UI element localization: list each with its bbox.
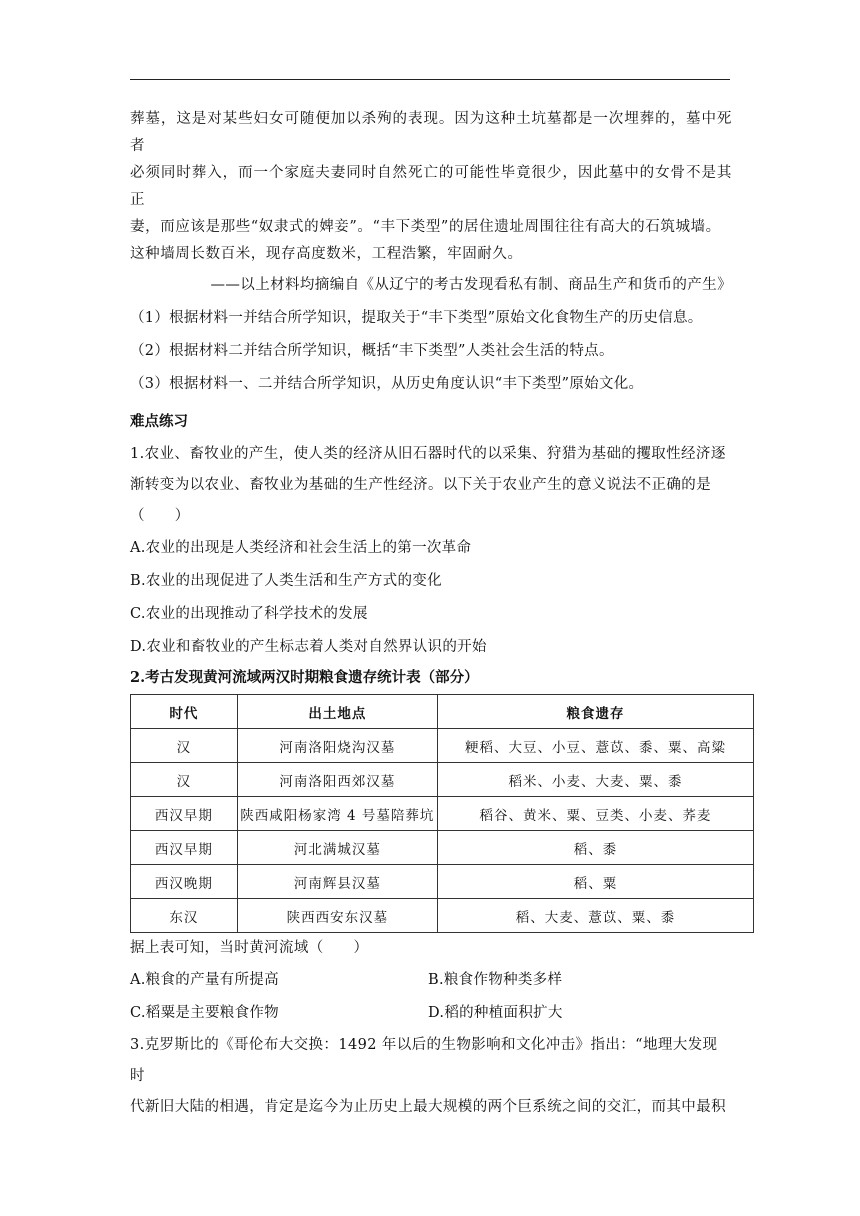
table-cell: 稻、大麦、薏苡、粟、黍 bbox=[438, 899, 754, 933]
q2-options bbox=[130, 964, 732, 1030]
grain-table bbox=[130, 694, 754, 933]
q3-stem-line: 3.克罗斯比的《哥伦布大交换：1492 年以后的生物影响和文化冲击》指出：“地理大发现时 bbox=[130, 1037, 718, 1084]
table-cell: 西汉早期 bbox=[131, 831, 238, 865]
sub-question-2: （2）根据材料二并结合所学知识，概括“丰下类型”人类社会生活的特点。 bbox=[130, 343, 614, 359]
passage-line: 这种墙周长数百米，现存高度数米，工程浩繁，牢固耐久。 bbox=[130, 246, 523, 262]
q2-stem: 据上表可知，当时黄河流域（ ） bbox=[130, 940, 369, 956]
table-cell: 西汉晚期 bbox=[131, 865, 238, 899]
table-cell: 陕西咸阳杨家湾 4 号墓陪葬坑 bbox=[237, 797, 437, 831]
table-cell: 西汉早期 bbox=[131, 797, 238, 831]
question-3 bbox=[130, 1030, 732, 1123]
table-cell: 稻米、小麦、大麦、粟、黍 bbox=[438, 763, 754, 797]
table-row bbox=[131, 797, 754, 831]
table-row bbox=[131, 899, 754, 933]
table-cell: 河南洛阳烧沟汉墓 bbox=[237, 729, 437, 763]
passage-line: 妻，而应该是那些“奴隶式的婢妾”。“丰下类型”的居住遗址周围往往有高大的石筑城墙。 bbox=[130, 219, 721, 235]
q2-option-b: B.粮食作物种类多样 bbox=[428, 972, 563, 988]
table-cell: 粳稻、大豆、小豆、薏苡、黍、粟、高粱 bbox=[438, 729, 754, 763]
table-cell: 汉 bbox=[131, 729, 238, 763]
passage-source: ——以上材料均摘编自《从辽宁的考古发现看私有制、商品生产和货币的产生》 bbox=[210, 277, 732, 293]
table-header: 粮食遗存 bbox=[438, 695, 754, 729]
q2-option-a: A.粮食的产量有所提高 bbox=[130, 972, 279, 988]
q1-stem-line: 渐转变为以农业、畜牧业为基础的生产性经济。以下关于农业产生的意义说法不正确的是 bbox=[130, 477, 712, 493]
table-cell: 稻、黍 bbox=[438, 831, 754, 865]
table-row bbox=[131, 729, 754, 763]
q2-title: 2.考古发现黄河流域两汉时期粮食遗存统计表（部分） bbox=[130, 669, 479, 686]
table-row bbox=[131, 865, 754, 899]
sub-questions bbox=[130, 305, 732, 398]
table-cell: 陕西西安东汉墓 bbox=[237, 899, 437, 933]
table-header-row bbox=[131, 695, 754, 729]
table-cell: 汉 bbox=[131, 763, 238, 797]
table-header: 时代 bbox=[131, 695, 238, 729]
table-cell: 稻、粟 bbox=[438, 865, 754, 899]
q1-option-d: D.农业和畜牧业的产生标志着人类对自然界认识的开始 bbox=[130, 639, 487, 655]
q1-option-a: A.农业的出现是人类经济和社会生活上的第一次革命 bbox=[130, 540, 472, 556]
q1-option-b: B.农业的出现促进了人类生活和生产方式的变化 bbox=[130, 573, 442, 589]
passage-line: 葬墓，这是对某些妇女可随便加以杀殉的表现。因为这种土坑墓都是一次埋葬的，墓中死者 bbox=[130, 111, 732, 154]
question-1 bbox=[130, 439, 732, 664]
table-header: 出土地点 bbox=[237, 695, 437, 729]
table-cell: 河北满城汉墓 bbox=[237, 831, 437, 865]
header-rule bbox=[130, 79, 730, 80]
q2-option-d: D.稻的种植面积扩大 bbox=[428, 1005, 563, 1021]
q1-stem-line: （ ） bbox=[130, 508, 190, 524]
table-cell: 稻谷、黄米、粟、豆类、小麦、荞麦 bbox=[438, 797, 754, 831]
q1-option-c: C.农业的出现推动了科学技术的发展 bbox=[130, 606, 368, 622]
q3-stem-line: 代新旧大陆的相遇，肯定是迄今为止历史上最大规模的两个巨系统之间的交汇，而其中最积 bbox=[130, 1099, 726, 1115]
table-cell: 东汉 bbox=[131, 899, 238, 933]
sub-question-3: （3）根据材料一、二并结合所学知识，从历史角度认识“丰下类型”原始文化。 bbox=[130, 376, 644, 392]
material-passage bbox=[130, 106, 732, 299]
q1-stem-line: 1.农业、畜牧业的产生，使人类的经济从旧石器时代的以采集、狩猎为基础的攫取性经济逐 bbox=[130, 446, 726, 462]
table-cell: 河南洛阳西郊汉墓 bbox=[237, 763, 437, 797]
section-title: 难点练习 bbox=[130, 413, 188, 430]
table-cell: 河南辉县汉墓 bbox=[237, 865, 437, 899]
sub-question-1: （1）根据材料一并结合所学知识，提取关于“丰下类型”原始文化食物生产的历史信息。 bbox=[130, 310, 703, 326]
passage-line: 必须同时葬入，而一个家庭夫妻同时自然死亡的可能性毕竟很少，因此墓中的女骨不是其正 bbox=[130, 165, 732, 208]
question-2 bbox=[130, 666, 732, 1030]
table-row bbox=[131, 763, 754, 797]
q2-option-c: C.稻粟是主要粮食作物 bbox=[130, 1005, 279, 1021]
table-row bbox=[131, 831, 754, 865]
content bbox=[130, 106, 732, 1123]
